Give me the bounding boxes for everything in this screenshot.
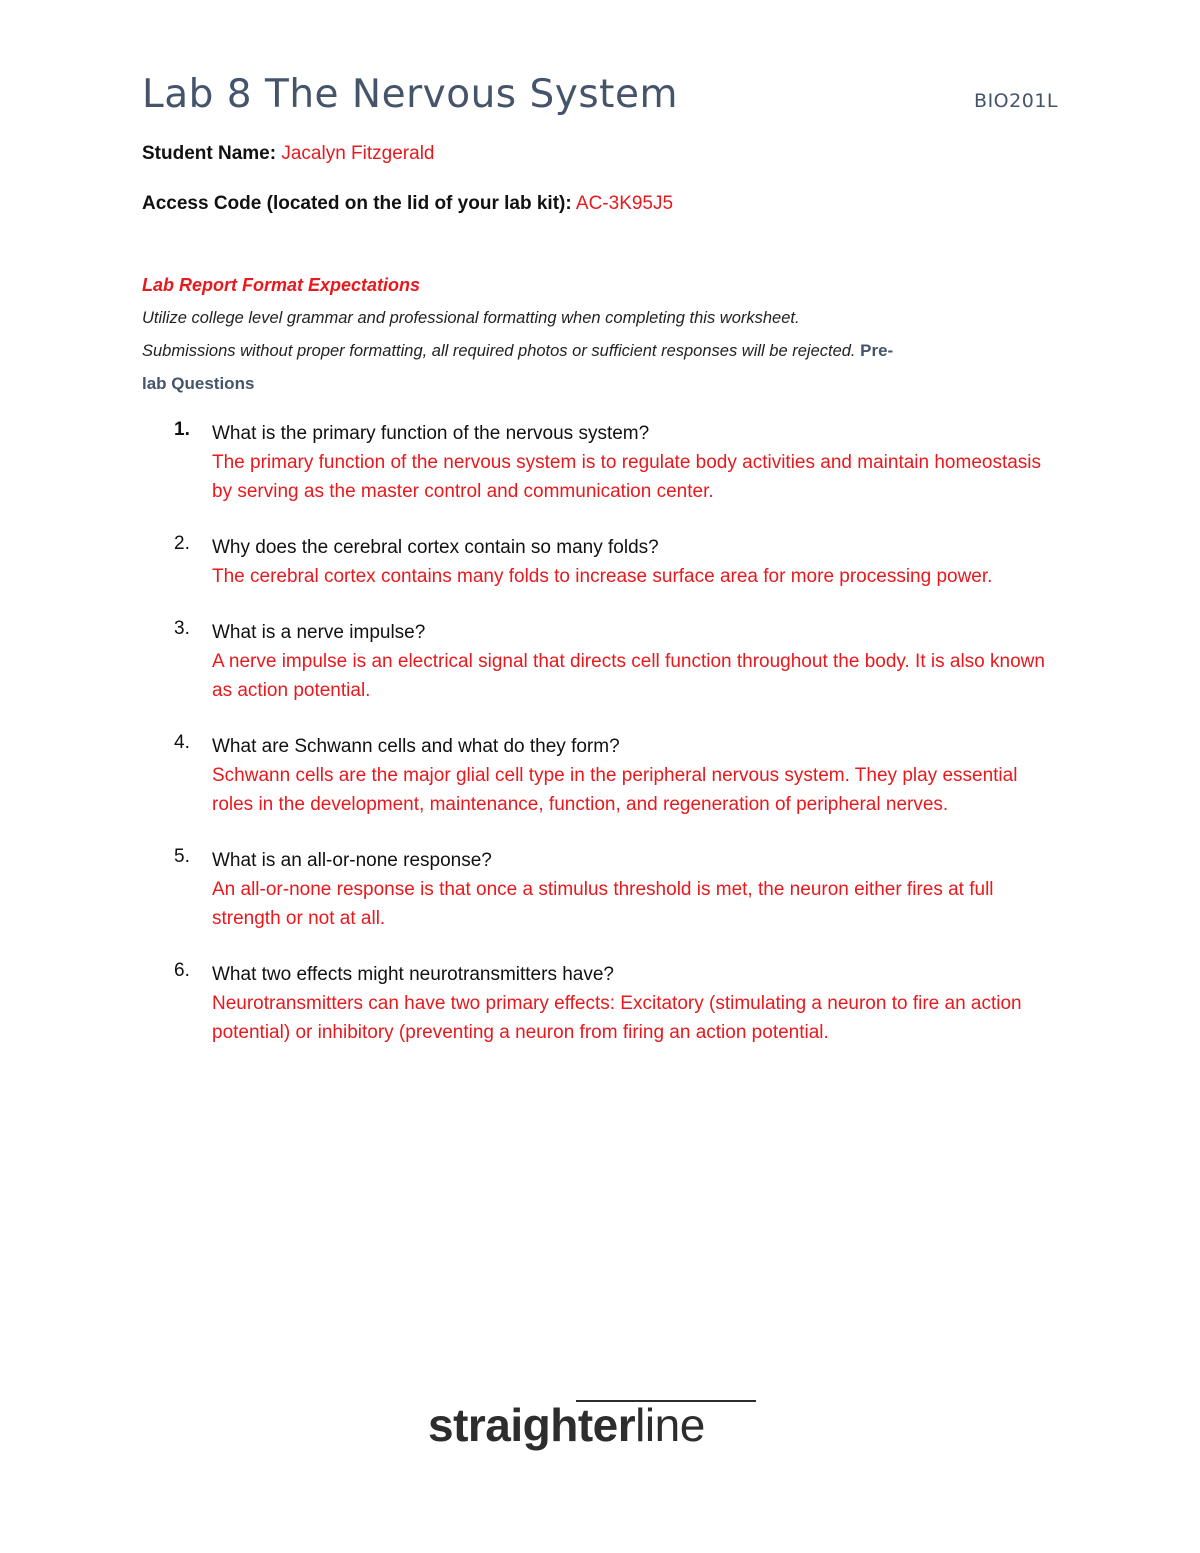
question-item xyxy=(174,618,1074,705)
question-number: 2. xyxy=(174,533,190,554)
question-list xyxy=(174,419,1074,1074)
question-item xyxy=(174,732,1074,819)
logo-wordmark xyxy=(428,1398,705,1452)
question-number: 4. xyxy=(174,732,190,753)
question-text: What are Schwann cells and what do they form? xyxy=(212,736,620,757)
course-code: BIO201L xyxy=(974,90,1058,112)
instruction-line-1: Utilize college level grammar and professional formatting when completing this worksheet. xyxy=(142,309,800,327)
student-name-value: Jacalyn Fitzgerald xyxy=(281,143,435,164)
access-code-line xyxy=(142,193,673,215)
student-name-label: Student Name: xyxy=(142,143,277,164)
answer-text: Schwann cells are the major glial cell type in the peripheral nervous system. They play essential roles in the development, maintenance, function, and regeneration of peripheral nerves. xyxy=(212,765,1018,815)
answer-text: The primary function of the nervous system is to regulate body activities and maintain homeostasis by serving as the master control and communication center. xyxy=(212,452,1042,502)
answer-text: The cerebral cortex contains many folds to increase surface area for more processing power. xyxy=(212,566,993,587)
instruction-line-2-text: Submissions without proper formatting, all required photos or sufficient responses will be rejected. xyxy=(142,342,856,360)
answer-text: Neurotransmitters can have two primary effects: Excitatory (stimulating a neuron to fire an action potential) or inhibitory (preventing a neuron from firing an action potential. xyxy=(212,993,1022,1043)
access-code-value: AC-3K95J5 xyxy=(575,193,674,214)
prelab-heading-part2: lab Questions xyxy=(142,374,255,393)
answer-text: An all-or-none response is that once a stimulus threshold is met, the neuron either fires at full strength or not at all. xyxy=(212,879,994,929)
student-name-line xyxy=(142,143,434,165)
question-number: 5. xyxy=(174,846,190,867)
question-item xyxy=(174,960,1074,1047)
question-item xyxy=(174,533,1074,591)
question-text: What two effects might neurotransmitters have? xyxy=(212,964,614,985)
question-text: Why does the cerebral cortex contain so many folds? xyxy=(212,537,659,558)
page-title: Lab 8 The Nervous System xyxy=(142,72,678,117)
title-row xyxy=(142,72,1058,126)
question-text: What is the primary function of the nervous system? xyxy=(212,423,650,444)
question-number: 6. xyxy=(174,960,190,981)
straighterline-logo xyxy=(428,1390,768,1470)
answer-text: A nerve impulse is an electrical signal that directs cell function throughout the body. It is also known as action potential. xyxy=(212,651,1045,701)
instruction-line-2 xyxy=(142,341,893,361)
question-item xyxy=(174,846,1074,933)
logo-text-light: line xyxy=(635,1399,705,1451)
prelab-heading-part1: Pre- xyxy=(860,341,894,360)
format-expectations-heading: Lab Report Format Expectations xyxy=(142,275,421,295)
question-item xyxy=(174,419,1074,506)
question-text: What is an all-or-none response? xyxy=(212,850,492,871)
question-number: 1. xyxy=(174,419,190,440)
access-code-label: Access Code (located on the lid of your lab kit): xyxy=(142,193,572,214)
logo-text-strong: straighter xyxy=(428,1399,636,1451)
question-text: What is a nerve impulse? xyxy=(212,622,426,643)
question-number: 3. xyxy=(174,618,190,639)
